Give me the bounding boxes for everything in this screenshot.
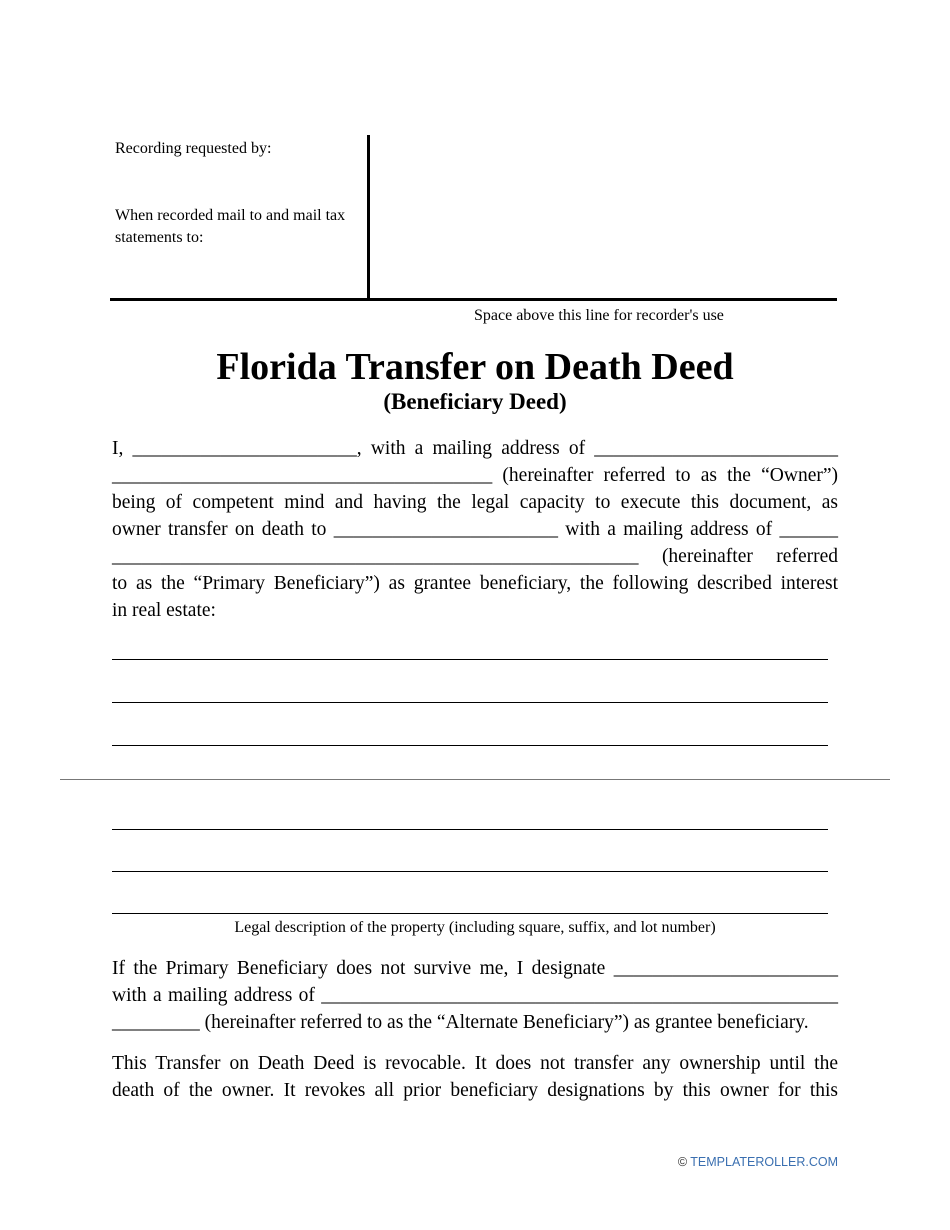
revocable-paragraph [112, 1050, 838, 1104]
owner-paragraph-line: being of competent mind and having the legal capacity to execute this document, as [112, 492, 838, 513]
recorder-use-note: Space above this line for recorder's use [474, 307, 724, 324]
recording-requested-label: Recording requested by: [115, 140, 272, 157]
templateroller-link[interactable]: TEMPLATEROLLER.COM [690, 1155, 838, 1169]
legal-description-caption: Legal description of the property (including square, suffix, and lot number) [234, 919, 716, 936]
recorder-box-vertical-rule [367, 135, 370, 301]
legal-description-blank-line[interactable] [112, 702, 828, 703]
legal-description-blank-line[interactable] [112, 659, 828, 660]
page-break-divider [60, 779, 890, 780]
owner-paragraph-line: I, _______________________, with a mailing address of _________________________ [112, 438, 838, 459]
owner-paragraph [112, 435, 838, 624]
legal-description-blank-line[interactable] [112, 745, 828, 746]
legal-description-blank-line[interactable] [112, 913, 828, 914]
owner-paragraph-line: owner transfer on death to _______________________ with a mailing address of ______ [112, 519, 838, 540]
revocable-paragraph-line: death of the owner. It revokes all prior beneficiary designations by this owner for this [112, 1080, 838, 1101]
alternate-paragraph-line: with a mailing address of _____________________________________________________ [112, 985, 838, 1006]
alternate-paragraph-line: If the Primary Beneficiary does not survive me, I designate _______________________ [112, 958, 838, 979]
owner-paragraph-line: to as the “Primary Beneficiary”) as grantee beneficiary, the following described interest [112, 573, 838, 594]
footer-credit [678, 1155, 838, 1169]
legal-description-blank-line[interactable] [112, 829, 828, 830]
legal-description-blank-line[interactable] [112, 871, 828, 872]
alternate-beneficiary-paragraph [112, 955, 838, 1036]
recorder-box-horizontal-rule [110, 298, 837, 301]
document-subtitle: (Beneficiary Deed) [383, 389, 567, 414]
revocable-paragraph-line: This Transfer on Death Deed is revocable. It does not transfer any ownership until the [112, 1053, 838, 1074]
document-title: Florida Transfer on Death Deed [216, 346, 734, 388]
owner-paragraph-line: in real estate: [112, 600, 216, 621]
alternate-paragraph-line: _________ (hereinafter referred to as the “Alternate Beneficiary”) as grantee beneficiary. [112, 1012, 809, 1033]
mail-to-label: When recorded mail to and mail tax statements to: [115, 207, 346, 246]
owner-paragraph-line: _______________________________________ (hereinafter referred to as the “Owner”) [112, 465, 838, 486]
owner-paragraph-line: ______________________________________________________ (hereinafter referred [112, 546, 838, 567]
copyright-symbol: © [677, 1155, 688, 1169]
